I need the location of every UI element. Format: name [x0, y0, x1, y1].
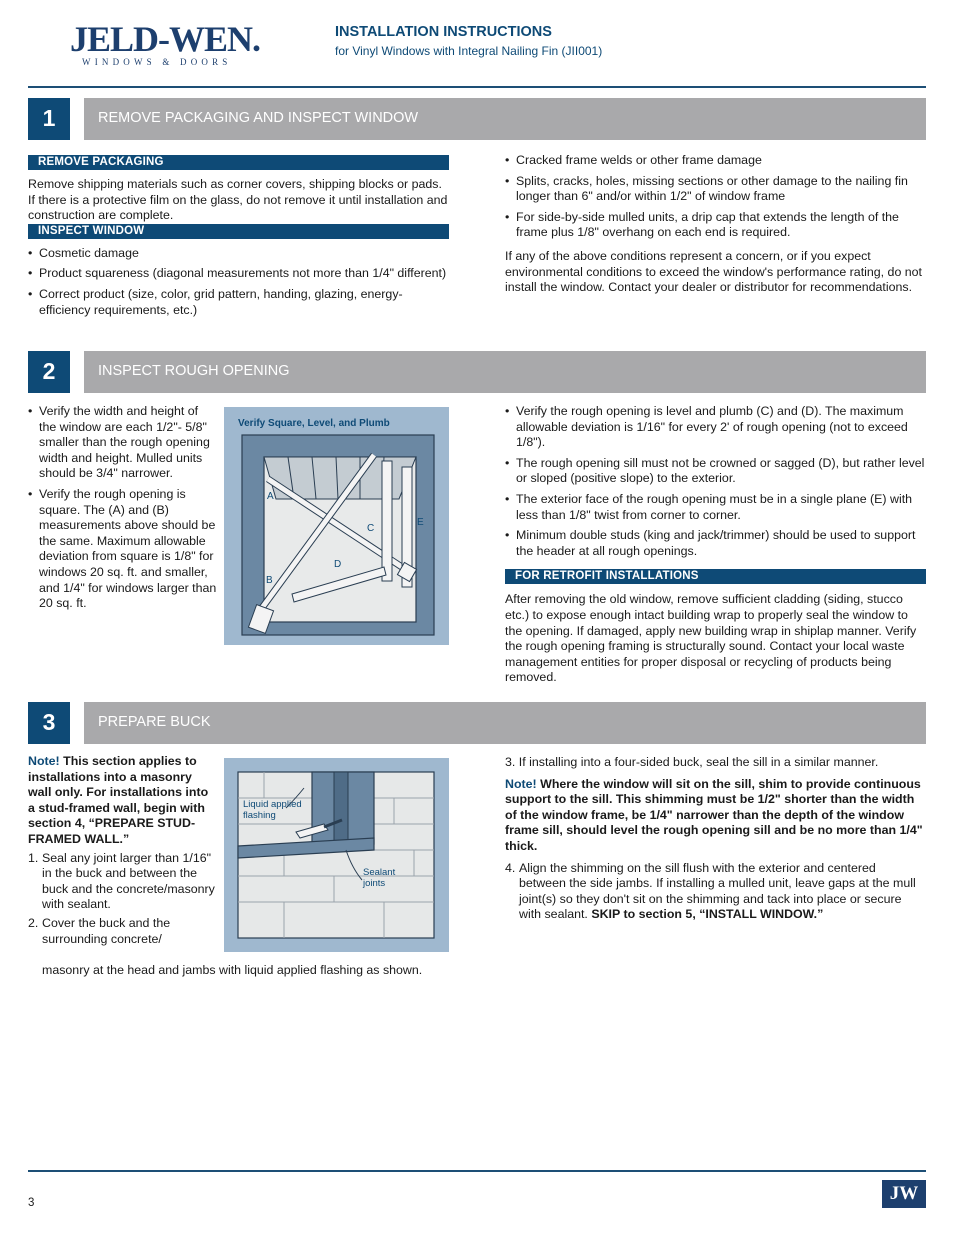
header-rule: [28, 86, 926, 88]
step-number: 1.: [28, 850, 39, 865]
remove-packaging-text: Remove shipping materials such as corner covers, shipping blocks or pads. If there is a protective film on the glass, do not remove it until installation and construction are complete.: [28, 177, 448, 223]
section-3-number: 3: [28, 702, 70, 744]
note-text: This section applies to installations into a masonry wall only. For installations into a stud-framed wall, begin with section 4, “PREPARE STUD-FRAMED WALL.”: [28, 754, 209, 846]
step-4-body: Align the shimming on the sill flush with the exterior and centered between the side jambs. If installing a mulled unit, leave gaps at the mull joint(s) so they don't sit on the shimming and tack into place or secure with sealant.: [519, 860, 916, 922]
sealant-label: Sealant joints: [363, 867, 396, 889]
square-level-plumb-figure: [224, 407, 449, 645]
section-1-number: 1: [28, 98, 70, 140]
flashing-label: Liquid applied flashing: [243, 799, 302, 821]
list-item: • Cracked frame welds or other frame damage: [505, 153, 926, 169]
inspect-window-list: [28, 246, 449, 318]
list-item: [28, 916, 218, 947]
section-3-right-column: [505, 755, 926, 923]
brand-logo: JELD-WEN.: [70, 19, 261, 59]
retrofit-text: After removing the old window, remove sufficient cladding (siding, stucco etc.) to expose enough intact building wrap to properly seal the window to the opening. If damaged, apply new building wrap in shiplap manner. Verify the rough opening framing is structurally sound. Contact your local waste management entities for proper disposal or recycling of products being removed.: [505, 592, 917, 685]
section-1-title: REMOVE PACKAGING AND INSPECT WINDOW: [84, 98, 926, 140]
step-2-continued: masonry at the head and jambs with liquid applied flashing as shown.: [42, 963, 423, 977]
remove-packaging-header: REMOVE PACKAGING: [28, 155, 449, 170]
figure-label-c: C: [367, 523, 375, 534]
document-title: INSTALLATION INSTRUCTIONS: [335, 24, 552, 40]
list-item: • The rough opening sill must not be crowned or sagged (D), but rather level or sloped (positive slope) to the exterior.: [505, 456, 926, 487]
figure-label-e: E: [417, 517, 424, 528]
brand-tagline: WINDOWS & DOORS: [82, 57, 232, 67]
step-number: 2.: [28, 915, 39, 930]
note-label: Note!: [505, 776, 537, 791]
page-number: 3: [28, 1197, 35, 1209]
buck-flashing-figure: [224, 758, 449, 952]
list-item: • Product squareness (diagonal measurements not more than 1/4" different): [28, 266, 449, 282]
masonry-buck-illustration: [224, 758, 449, 952]
step-4-skip: SKIP to section 5, “INSTALL WINDOW.”: [591, 907, 824, 922]
list-item: • For side-by-side mulled units, a drip cap that extends the length of the frame plus 1/8" overhang on each end is required.: [505, 210, 926, 241]
note-label: Note!: [28, 754, 60, 768]
section-3-title: PREPARE BUCK: [84, 702, 926, 744]
step-number: 4.: [505, 860, 516, 875]
footer-rule: [28, 1170, 926, 1172]
list-item: • Verify the width and height of the window are each 1/2"- 5/8" smaller than the rough opening width and height. Mulled units should be 3/4" narrower.: [28, 404, 218, 482]
note-text: Where the window will sit on the sill, shim to provide continuous support to the sill. This shimming must be 1/2" shorter than the width of the window frame, be 1/4" narrower than the depth of the window frame sill, should level the rough opening sill and be no more than 1/4" thick.: [505, 776, 923, 853]
damage-list: [505, 153, 926, 241]
list-item: • Correct product (size, color, grid pattern, handing, glazing, energy-efficiency requirements, etc.): [28, 287, 449, 318]
shim-note: [505, 777, 926, 855]
section-2-number: 2: [28, 351, 70, 393]
step-3-text: 3. If installing into a four-sided buck, seal the sill in a similar manner.: [505, 755, 879, 769]
section-2-right-column: [505, 404, 926, 686]
level-plumb-list: [505, 404, 926, 559]
rough-opening-illustration: [224, 407, 449, 645]
concern-paragraph: If any of the above conditions represent a concern, or if you expect environmental conditions to exceed the window's performance rating, do not install the window. Contact your dealer or distributor for recommendations.: [505, 248, 923, 295]
figure-label-a: A: [267, 491, 274, 502]
jw-logo-mark: JW: [882, 1180, 926, 1208]
inspect-window-header: INSPECT WINDOW: [28, 224, 449, 239]
buck-steps: [28, 851, 218, 948]
masonry-note: [28, 754, 218, 848]
list-item: • Splits, cracks, holes, missing sections or other damage to the nailing fin longer than 6" and/or within 1/2" of window frame: [505, 174, 926, 205]
section-3-left-column: [28, 754, 218, 950]
list-item: • Verify the rough opening is square. The (A) and (B) measurements above should be the same. Maximum allowable deviation from square is 1/8" for windows 20 sq. ft. and smaller, and 1/4" for windows larger than 20 sq. ft.: [28, 487, 218, 612]
step-text: Seal any joint larger than 1/16" in the buck and between the buck and the concrete/masonry with sealant.: [42, 850, 215, 912]
list-item: • The exterior face of the rough opening must be in a single plane (E) with less than 1/8" twist from corner to corner.: [505, 492, 926, 523]
retrofit-header: FOR RETROFIT INSTALLATIONS: [505, 569, 926, 584]
list-item: • Cosmetic damage: [28, 246, 449, 262]
section-2-title: INSPECT ROUGH OPENING: [84, 351, 926, 393]
document-subtitle: for Vinyl Windows with Integral Nailing Fin (JII001): [335, 44, 603, 58]
section-1-left-column: [28, 155, 449, 323]
figure-label-d: D: [334, 559, 342, 570]
section-2-left-column: [28, 404, 218, 617]
figure-caption: Verify Square, Level, and Plumb: [238, 418, 390, 429]
list-item: • Minimum double studs (king and jack/trimmer) should be used to support the header at all rough openings.: [505, 528, 926, 559]
figure-label-b: B: [266, 575, 273, 586]
list-item: [28, 851, 218, 913]
list-item: • Verify the rough opening is level and plumb (C) and (D). The maximum allowable deviation is 1/16" for every 2' of rough opening (not to exceed 1/8").: [505, 404, 926, 451]
rough-opening-list: [28, 404, 218, 612]
step-text: Cover the buck and the surrounding concrete/: [42, 915, 171, 946]
section-1-right-column: [505, 153, 926, 296]
step-4-text: [505, 861, 926, 923]
